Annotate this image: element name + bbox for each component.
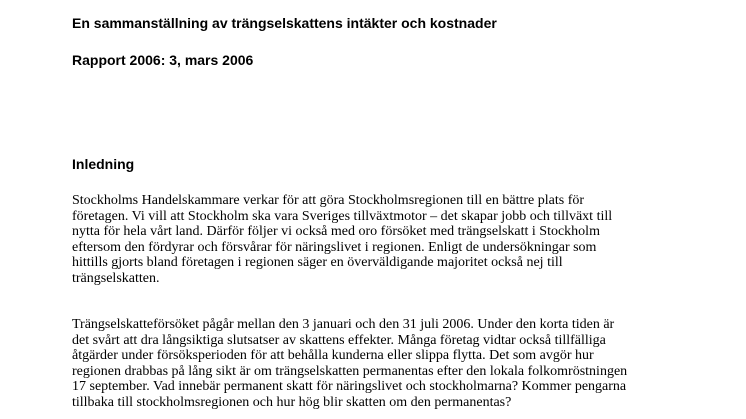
text-line: tillbaka till stockholmsregionen och hur hög blir skatten om den permanentas?: [72, 394, 512, 410]
text-line: 17 september. Vad innebär permanent skatt för näringslivet och stockholmarna? Kommer pengarna: [72, 379, 627, 395]
text-line: hittills gjorts bland företagen i regionen säger en överväldigande majoritet också nej till: [72, 255, 563, 271]
text-line: eftersom den fördyrar och försvårar för näringslivet i regionen. Enligt de undersökningar som: [72, 239, 597, 255]
text-line: trängselskatten.: [72, 270, 160, 286]
section-heading: Inledning: [72, 156, 135, 172]
text-line: regionen drabbas på lång sikt är om trängselskatten permanentas efter den lokala folkomröstningen: [72, 363, 628, 379]
text-line: det svårt att dra långsiktiga slutsatser av skattens effekter. Många företag vidtar också tillfälliga: [72, 332, 606, 348]
paragraph-2: [72, 317, 627, 411]
report-number: Rapport 2006: 3, mars 2006: [72, 52, 254, 68]
text-line: åtgärder under försöksperioden för att behålla kunderna eller slippa flytta. Det som avgör hur: [72, 348, 594, 364]
paragraph-1: [72, 193, 612, 287]
text-line: företagen. Vi vill att Stockholm ska vara Sveriges tillväxtmotor – det skapar jobb och tillväxt till: [72, 208, 613, 224]
document-title: En sammanställning av trängselskattens intäkter och kostnader: [72, 15, 497, 31]
text-line: nytta för hela vårt land. Därför följer vi också med oro försöket med trängselskatt i Stockholm: [72, 224, 600, 240]
text-line: Trängselskatteförsöket pågår mellan den 3 januari och den 31 juli 2006. Under den korta tiden är: [72, 317, 615, 332]
text-line: Stockholms Handelskammare verkar för att göra Stockholmsregionen till en bättre plats för: [72, 193, 585, 208]
